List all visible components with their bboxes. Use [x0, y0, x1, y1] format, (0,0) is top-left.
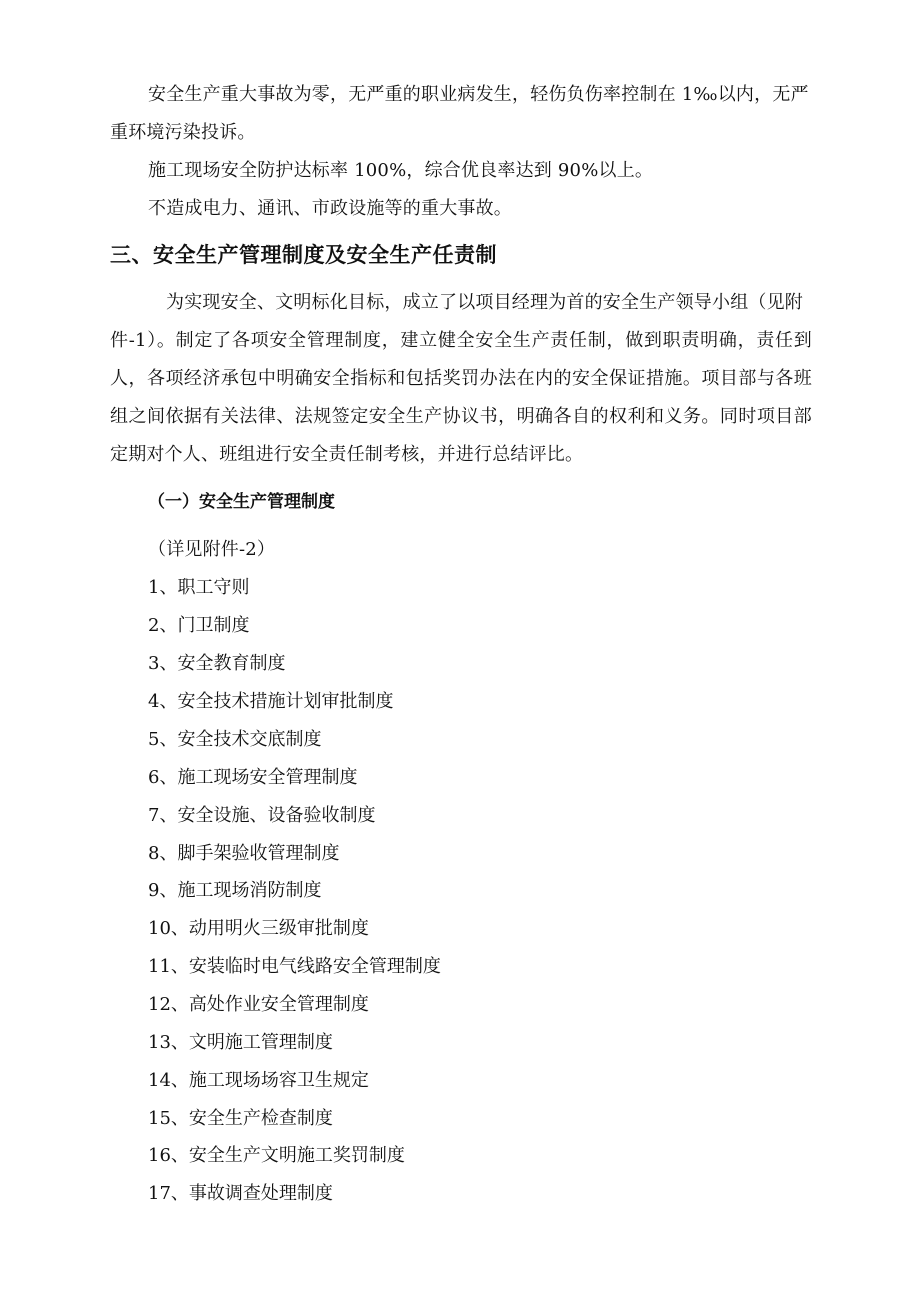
list-item: 17、事故调查处理制度: [148, 1183, 333, 1204]
list-item: 4、安全技术措施计划审批制度: [148, 691, 394, 712]
paragraph-1-line-2: 重环境污染投诉。: [110, 122, 256, 143]
list-item: 6、施工现场安全管理制度: [148, 767, 358, 788]
list-item: 14、施工现场场容卫生规定: [148, 1070, 369, 1091]
paragraph-3: 不造成电力、通讯、市政设施等的重大事故。: [148, 198, 512, 219]
list-item: 8、脚手架验收管理制度: [148, 843, 340, 864]
section-intro-line-1: 为实现安全、文明标化目标，成立了以项目经理为首的安全生产领导小组（见附: [166, 292, 803, 313]
attachment-note: （详见附件-2）: [148, 539, 276, 560]
list-item: 11、安装临时电气线路安全管理制度: [148, 956, 441, 977]
list-item: 5、安全技术交底制度: [148, 729, 322, 750]
list-item: 13、文明施工管理制度: [148, 1032, 333, 1053]
section-intro-line-3: 人，各项经济承包中明确安全指标和包括奖罚办法在内的安全保证措施。项目部与各班: [110, 368, 812, 389]
list-item: 9、施工现场消防制度: [148, 880, 322, 901]
section-intro-line-2: 件-1）。制定了各项安全管理制度，建立健全安全生产责任制，做到职责明确，责任到: [110, 330, 812, 351]
section-intro-line-5: 定期对个人、班组进行安全责任制考核，并进行总结评比。: [110, 444, 584, 465]
paragraph-1-line-1: 安全生产重大事故为零，无严重的职业病发生，轻伤负伤率控制在 1‰以内，无严: [148, 84, 809, 105]
section-heading: 三、安全生产管理制度及安全生产任责制: [110, 243, 497, 267]
paragraph-2: 施工现场安全防护达标率 100%，综合优良率达到 90%以上。: [148, 160, 654, 181]
list-item: 15、安全生产检查制度: [148, 1108, 333, 1129]
subsection-heading: （一）安全生产管理制度: [148, 492, 335, 512]
section-intro-line-4: 组之间依据有关法律、法规签定安全生产协议书，明确各自的权利和义务。同时项目部: [110, 406, 812, 427]
list-item: 3、安全教育制度: [148, 653, 286, 674]
list-item: 7、安全设施、设备验收制度: [148, 805, 376, 826]
list-item: 12、高处作业安全管理制度: [148, 994, 369, 1015]
list-item: 10、动用明火三级审批制度: [148, 918, 369, 939]
list-item: 2、门卫制度: [148, 615, 250, 636]
list-item: 16、安全生产文明施工奖罚制度: [148, 1145, 405, 1166]
list-item: 1、职工守则: [148, 577, 250, 598]
